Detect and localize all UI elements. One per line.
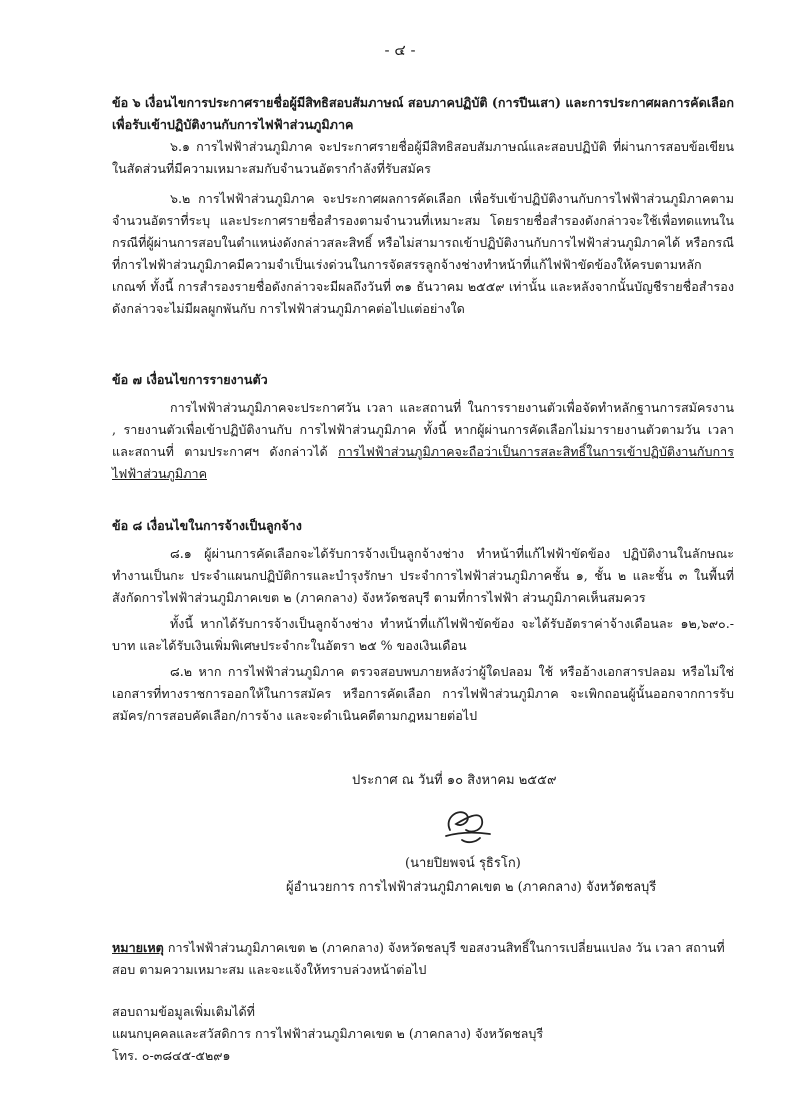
- contact-info: [112, 1001, 734, 1067]
- contact-phone: โทร. ๐-๓๘๔๕-๕๒๙๑: [112, 1048, 231, 1063]
- section-7: [112, 369, 734, 485]
- remark-text: การไฟฟ้าส่วนภูมิภาคเขต ๒ (ภาคกลาง) จังหวัดชลบุรี ขอสงวนสิทธิ์ในการเปลี่ยนแปลง วัน เวลา สถานที่สอบ ตามความเหมาะสม และจะแจ้งให้ทราบล่วงหน้าต่อไป: [112, 940, 725, 977]
- remark-label: หมายเหตุ: [112, 940, 164, 955]
- section-7-paragraph: [112, 397, 734, 485]
- signer-title: ผู้อำนวยการ การไฟฟ้าส่วนภูมิภาคเขต ๒ (ภาคกลาง) จังหวัดชลบุรี: [286, 880, 657, 895]
- section-6-2-paragraph: ๖.๒ การไฟฟ้าส่วนภูมิภาค จะประกาศผลการคัดเลือก เพื่อรับเข้าปฏิบัติงานกับการไฟฟ้าส่วนภูมิภาคตามจำนวนอัตราที่ระบุ และประกาศรายชื่อสำรองตามจำนวนที่เหมาะสม โดยรายชื่อสำรองดังกล่าวจะใช้เพื่อทดแทนในกรณีที่ผู้ผ่านการสอบในตำแหน่งดังกล่าวสละสิทธิ์ หรือไม่สามารถเข้าปฏิบัติงานกับการไฟฟ้าส่วนภูมิภาคได้ หรือกรณีที่การไฟฟ้าส่วนภูมิภาคมีความจำเป็นเร่งด่วนในการจัดสรรลูกจ้างช่างทำหน้าที่แก้ไฟฟ้าขัดข้องให้ครบตามหลักเกณฑ์ ทั้งนี้ การสำรองรายชื่อดังกล่าวจะมีผลถึงวันที่ ๓๑ ธันวาคม ๒๕๕๙ เท่านั้น และหลังจากนั้นบัญชีรายชื่อสำรองดังกล่าวจะไม่มีผลผูกพันกับ การไฟฟ้าส่วนภูมิภาคต่อไปแต่อย่างใด: [112, 191, 734, 316]
- announcement-date: ประกาศ ณ วันที่ ๑๐ สิงหาคม ๒๕๕๙: [352, 773, 557, 788]
- section-6-1-paragraph: ๖.๑ การไฟฟ้าส่วนภูมิภาค จะประกาศรายชื่อผู้มีสิทธิสอบสัมภาษณ์และสอบปฏิบัติ ที่ผ่านการสอบข้อเขียนในสัดส่วนที่มีความเหมาะสมกับจำนวนอัตรากำลังที่รับสมัคร: [112, 139, 734, 176]
- section-8-2-paragraph: ๘.๒ หาก การไฟฟ้าส่วนภูมิภาค ตรวจสอบพบภายหลังว่าผู้ใดปลอม ใช้ หรืออ้างเอกสารปลอม หรือไม่ใช่เอกสารที่ทางราชการออกให้ในการสมัคร หรือการคัดเลือก การไฟฟ้าส่วนภูมิภาค จะเพิกถอนผู้นั้นออกจากการรับสมัคร/การสอบคัดเลือก/การจ้าง และจะดำเนินคดีตามกฎหมายต่อไป: [112, 664, 734, 723]
- remark-note: [112, 937, 734, 981]
- signer-name: (นายปิยพจน์ รุธิรโก): [405, 856, 521, 871]
- handwritten-signature: [436, 800, 496, 848]
- contact-intro: สอบถามข้อมูลเพิ่มเติมได้ที่: [112, 1004, 255, 1019]
- section-6-heading: ข้อ ๖ เงื่อนไขการประกาศรายชื่อผู้มีสิทธิสอบสัมภาษณ์ สอบภาคปฏิบัติ (การปีนเสา) และการประกาศผลการคัดเลือกเพื่อรับเข้าปฏิบัติงานกับการไฟฟ้าส่วนภูมิภาค: [112, 95, 734, 132]
- section-7-heading: ข้อ ๗ เงื่อนไขการรายงานตัว: [112, 372, 268, 387]
- section-6: [112, 92, 734, 320]
- page-number: - ๔ -: [384, 41, 416, 59]
- section-8-1-paragraph: ๘.๑ ผู้ผ่านการคัดเลือกจะได้รับการจ้างเป็นลูกจ้างช่าง ทำหน้าที่แก้ไฟฟ้าขัดข้อง ปฏิบัติงานในลักษณะทำงานเป็นกะ ประจำแผนกปฏิบัติการและบำรุงรักษา ประจำการไฟฟ้าส่วนภูมิภาคชั้น ๑, ชั้น ๒ และชั้น ๓ ในพื้นที่สังกัดการไฟฟ้าส่วนภูมิภาคเขต ๒ (ภาคกลาง) จังหวัดชลบุรี ตามที่การไฟฟ้า ส่วนภูมิภาคเห็นสมควร: [112, 546, 734, 605]
- section-7-text: การไฟฟ้าส่วนภูมิภาคจะประกาศวัน เวลา และสถานที่ ในการรายงานตัวเพื่อจัดทำหลักฐานการสมัครงาน , รายงานตัวเพื่อเข้าปฏิบัติงานกับ การไฟฟ้าส่วนภูมิภาค ทั้งนี้ หากผู้ผ่านการคัดเลือกไม่มารายงานตัวตามวัน เวลา และสถานที่ ตามประกาศฯ ดังกล่าวได้: [112, 400, 734, 459]
- section-8-heading: ข้อ ๘ เงื่อนไขในการจ้างเป็นลูกจ้าง: [112, 518, 302, 533]
- section-7-underlined-text: การไฟฟ้าส่วนภูมิภาคจะถือว่าเป็นการสละสิทธิ์ในการเข้าปฏิบัติงานกับการไฟฟ้าส่วนภูมิภาค: [112, 444, 734, 481]
- section-8-pay-paragraph: ทั้งนี้ หากได้รับการจ้างเป็นลูกจ้างช่าง ทำหน้าที่แก้ไฟฟ้าขัดข้อง จะได้รับอัตราค่าจ้างเดือนละ ๑๒,๖๙๐.-บาท และได้รับเงินเพิ่มพิเศษประจำกะในอัตรา ๒๕ % ของเงินเดือน: [112, 616, 734, 653]
- contact-department: แผนกบุคคลและสวัสดิการ การไฟฟ้าส่วนภูมิภาคเขต ๒ (ภาคกลาง) จังหวัดชลบุรี: [112, 1026, 544, 1041]
- section-8: [112, 515, 734, 727]
